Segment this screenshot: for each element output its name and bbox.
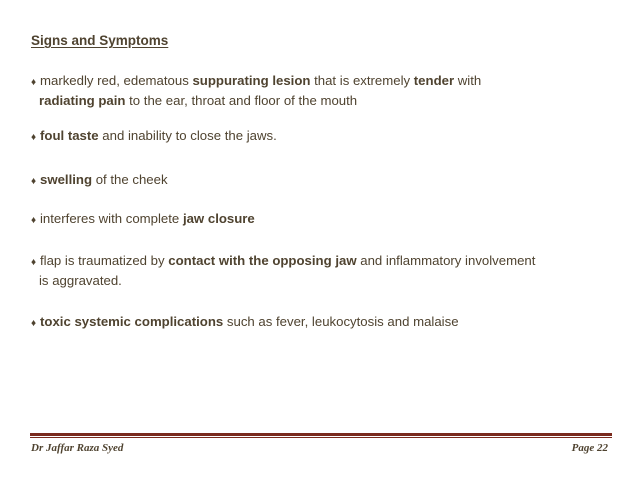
text-run: that is extremely [310, 73, 414, 88]
diamond-bullet-icon: ♦ [31, 318, 37, 329]
bullet-item-3 [31, 171, 621, 191]
footer-page-number: Page 22 [571, 442, 608, 454]
bold-text-run: jaw closure [182, 211, 255, 226]
bullet-item-line [40, 172, 168, 187]
bold-text-run: radiating pain [39, 93, 126, 108]
bullet-item-line [40, 314, 459, 329]
bold-text-run: foul taste [40, 128, 99, 143]
bullet-item-2 [31, 127, 621, 147]
text-run: is aggravated. [39, 273, 122, 288]
bullet-item-continuation [31, 92, 621, 110]
bold-text-run: swelling [40, 172, 93, 187]
bullet-item-line [40, 253, 535, 268]
bullet-item-4 [31, 210, 621, 230]
section-heading: Signs and Symptoms [31, 33, 169, 48]
footer-author: Dr Jaffar Raza Syed [31, 442, 124, 454]
diamond-bullet-icon: ♦ [31, 215, 37, 226]
bullet-item-continuation [31, 272, 621, 290]
bullet-item-1 [31, 72, 621, 110]
text-run: markedly red, edematous [40, 73, 193, 88]
bold-text-run: toxic systemic complications [40, 314, 224, 329]
bullet-item-line [40, 73, 481, 88]
diamond-bullet-icon: ♦ [31, 176, 37, 187]
footer-rule-thick [30, 433, 612, 436]
bullet-item-6 [31, 313, 621, 333]
text-run: with [454, 73, 482, 88]
text-run: and inability to close the jaws. [98, 128, 277, 143]
diamond-bullet-icon: ♦ [31, 257, 37, 268]
bold-text-run: contact with the opposing jaw [168, 253, 357, 268]
text-run: interferes with complete [40, 211, 183, 226]
bold-text-run: tender [413, 73, 455, 88]
text-run: to the ear, throat and floor of the mouth [125, 93, 358, 108]
bullet-item-5 [31, 252, 621, 290]
bullet-item-line [40, 128, 277, 143]
diamond-bullet-icon: ♦ [31, 77, 37, 88]
bold-text-run: suppurating lesion [192, 73, 311, 88]
diamond-bullet-icon: ♦ [31, 132, 37, 143]
text-run: flap is traumatized by [40, 253, 169, 268]
text-run: and inflammatory involvement [356, 253, 536, 268]
text-run: of the cheek [92, 172, 168, 187]
bullet-item-line [40, 211, 255, 226]
footer-rule-thin [30, 437, 612, 438]
text-run: such as fever, leukocytosis and malaise [223, 314, 459, 329]
